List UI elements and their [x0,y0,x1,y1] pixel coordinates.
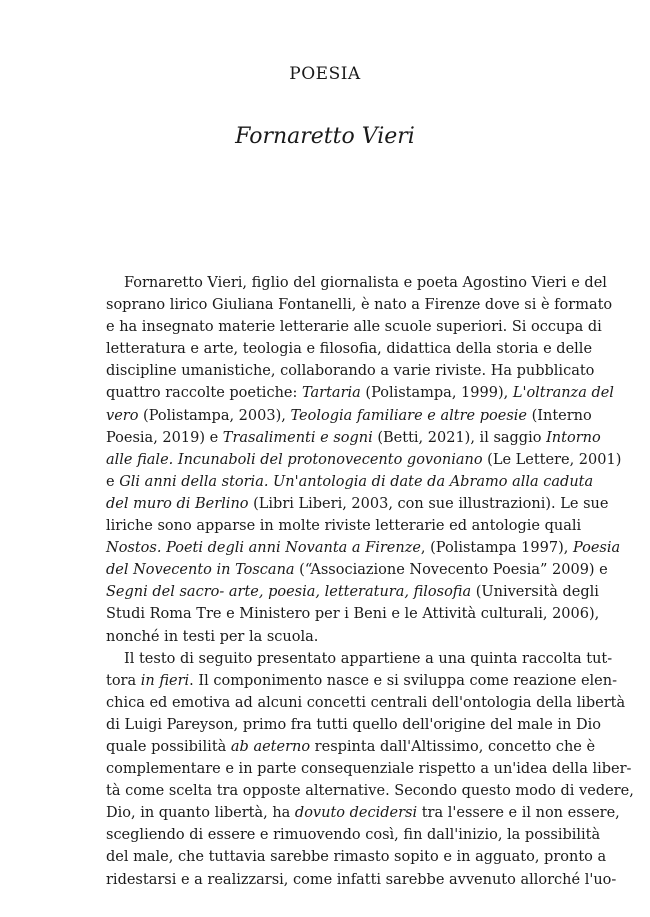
text-line [106,559,608,581]
text-run: (Polistampa, 1999), [360,385,513,402]
italic-text: vero [106,407,139,424]
text-run: (“Associazione Novecento Poesia” 2009) e [294,562,608,579]
text-line [106,405,592,427]
text-run: nonché in testi per la scuola. [106,628,319,645]
text-line [106,471,594,493]
italic-text: dovuto decidersi [294,805,418,822]
text-run: chica ed emotiva ad alcuni concetti centrali dell'ontologia della libertà [106,694,626,711]
italic-text: ab aeterno [230,738,311,755]
text-line [106,802,620,824]
text-line [106,449,622,471]
text-line [106,427,601,449]
italic-text: Segni del sacro- arte, poesia, letteratura, filosofia [106,584,472,601]
section-heading: POESIA [289,64,361,84]
text-run: respinta dall'Altissimo, concetto che è [310,738,596,755]
text-run: Poesia, 2019) e [106,429,223,446]
text-run: (Polistampa, 2003), [138,407,291,424]
text-run: del male, che tuttavia sarebbe rimasto sopito e in agguato, pronto a [106,849,607,866]
text-run: Dio, in quanto libertà, ha [106,805,295,822]
text-run: . Il componimento nasce e si sviluppa come reazione elen- [189,672,617,689]
text-run: tra l'essere e il non essere, [417,805,620,822]
text-line [106,515,582,537]
text-line [106,824,601,846]
text-run: ridestarsi e a realizzarsi, come infatti sarebbe avvenuto allorché l'uo- [106,871,617,888]
text-line [106,294,613,316]
text-run: (Libri Liberi, 2003, con sue illustrazioni). Le sue [248,495,609,512]
text-run: e [106,473,120,490]
text-line [106,316,602,338]
italic-text: Nostos. Poeti degli anni Novanta a Firenze [106,540,421,557]
author-title: Fornaretto Vieri [235,124,415,149]
text-run: (Università degli [471,584,599,601]
text-line [106,626,576,648]
text-line [106,736,596,758]
italic-text: del muro di Berlino [106,495,249,512]
text-line [106,846,607,868]
text-line [106,493,609,515]
text-line [106,272,607,294]
text-run: liriche sono apparse in molte riviste letterarie ed antologie quali [106,518,582,535]
text-line [106,382,614,404]
text-line [106,758,632,780]
text-run: quattro raccolte poetiche: [106,385,302,402]
text-run: di Luigi Pareyson, primo fra tutti quello dell'origine del male in Dio [106,716,601,733]
text-run: tora [106,672,141,689]
italic-text: Tartaria [301,385,361,402]
italic-text: in fieri [140,672,190,689]
text-line [106,603,600,625]
text-line [106,780,634,802]
text-run: tà come scelta tra opposte alternative. Secondo questo modo di vedere, [106,783,634,800]
italic-text: Teologia familiare e altre poesie [290,407,527,424]
text-line [106,670,617,692]
text-line [106,360,595,382]
text-run: (Le Lettere, 2001) [482,451,622,468]
text-run: quale possibilità [106,738,231,755]
body-text [106,272,634,891]
italic-text: Trasalimenti e sogni [222,429,373,446]
text-run: discipline umanistiche, collaborando a varie riviste. Ha pubblicato [106,363,595,380]
text-run: e ha insegnato materie letterarie alle scuole superiori. Si occupa di [106,319,602,336]
text-run: (Interno [526,407,592,424]
text-run: soprano lirico Giuliana Fontanelli, è nato a Firenze dove si è formato [106,297,613,314]
text-run: (Betti, 2021), il saggio [372,429,547,446]
text-line [106,537,621,559]
italic-text: del Novecento in Toscana [106,562,295,579]
italic-text: alle fiale. Incunaboli del protonovecento govoniano [106,451,483,468]
text-run: scegliendo di essere e rimuovendo così, fin dall'inizio, la possibilità [106,827,601,844]
text-run: , (Polistampa 1997), [420,540,573,557]
italic-text: Poesia [572,540,621,557]
italic-text: L'oltranza del [512,385,614,402]
text-line [106,581,599,603]
text-line [106,692,626,714]
text-run: Fornaretto Vieri, figlio del giornalista e poeta Agostino Vieri e del [124,275,607,291]
text-line [106,648,613,670]
text-run: complementare e in parte consequenziale rispetto a un'idea della liber- [106,761,632,778]
text-run: Il testo di seguito presentato appartiene a una quinta raccolta tut- [124,650,613,667]
italic-text: Gli anni della storia. Un'antologia di date da Abramo alla caduta [119,473,594,490]
text-line [106,714,601,736]
text-run: Studi Roma Tre e Ministero per i Beni e le Attività culturali, 2006), [106,606,600,623]
text-line [106,869,617,891]
italic-text: Intorno [546,429,601,446]
text-line [106,338,593,360]
text-run: letteratura e arte, teologia e filosofia, didattica della storia e delle [106,341,593,358]
